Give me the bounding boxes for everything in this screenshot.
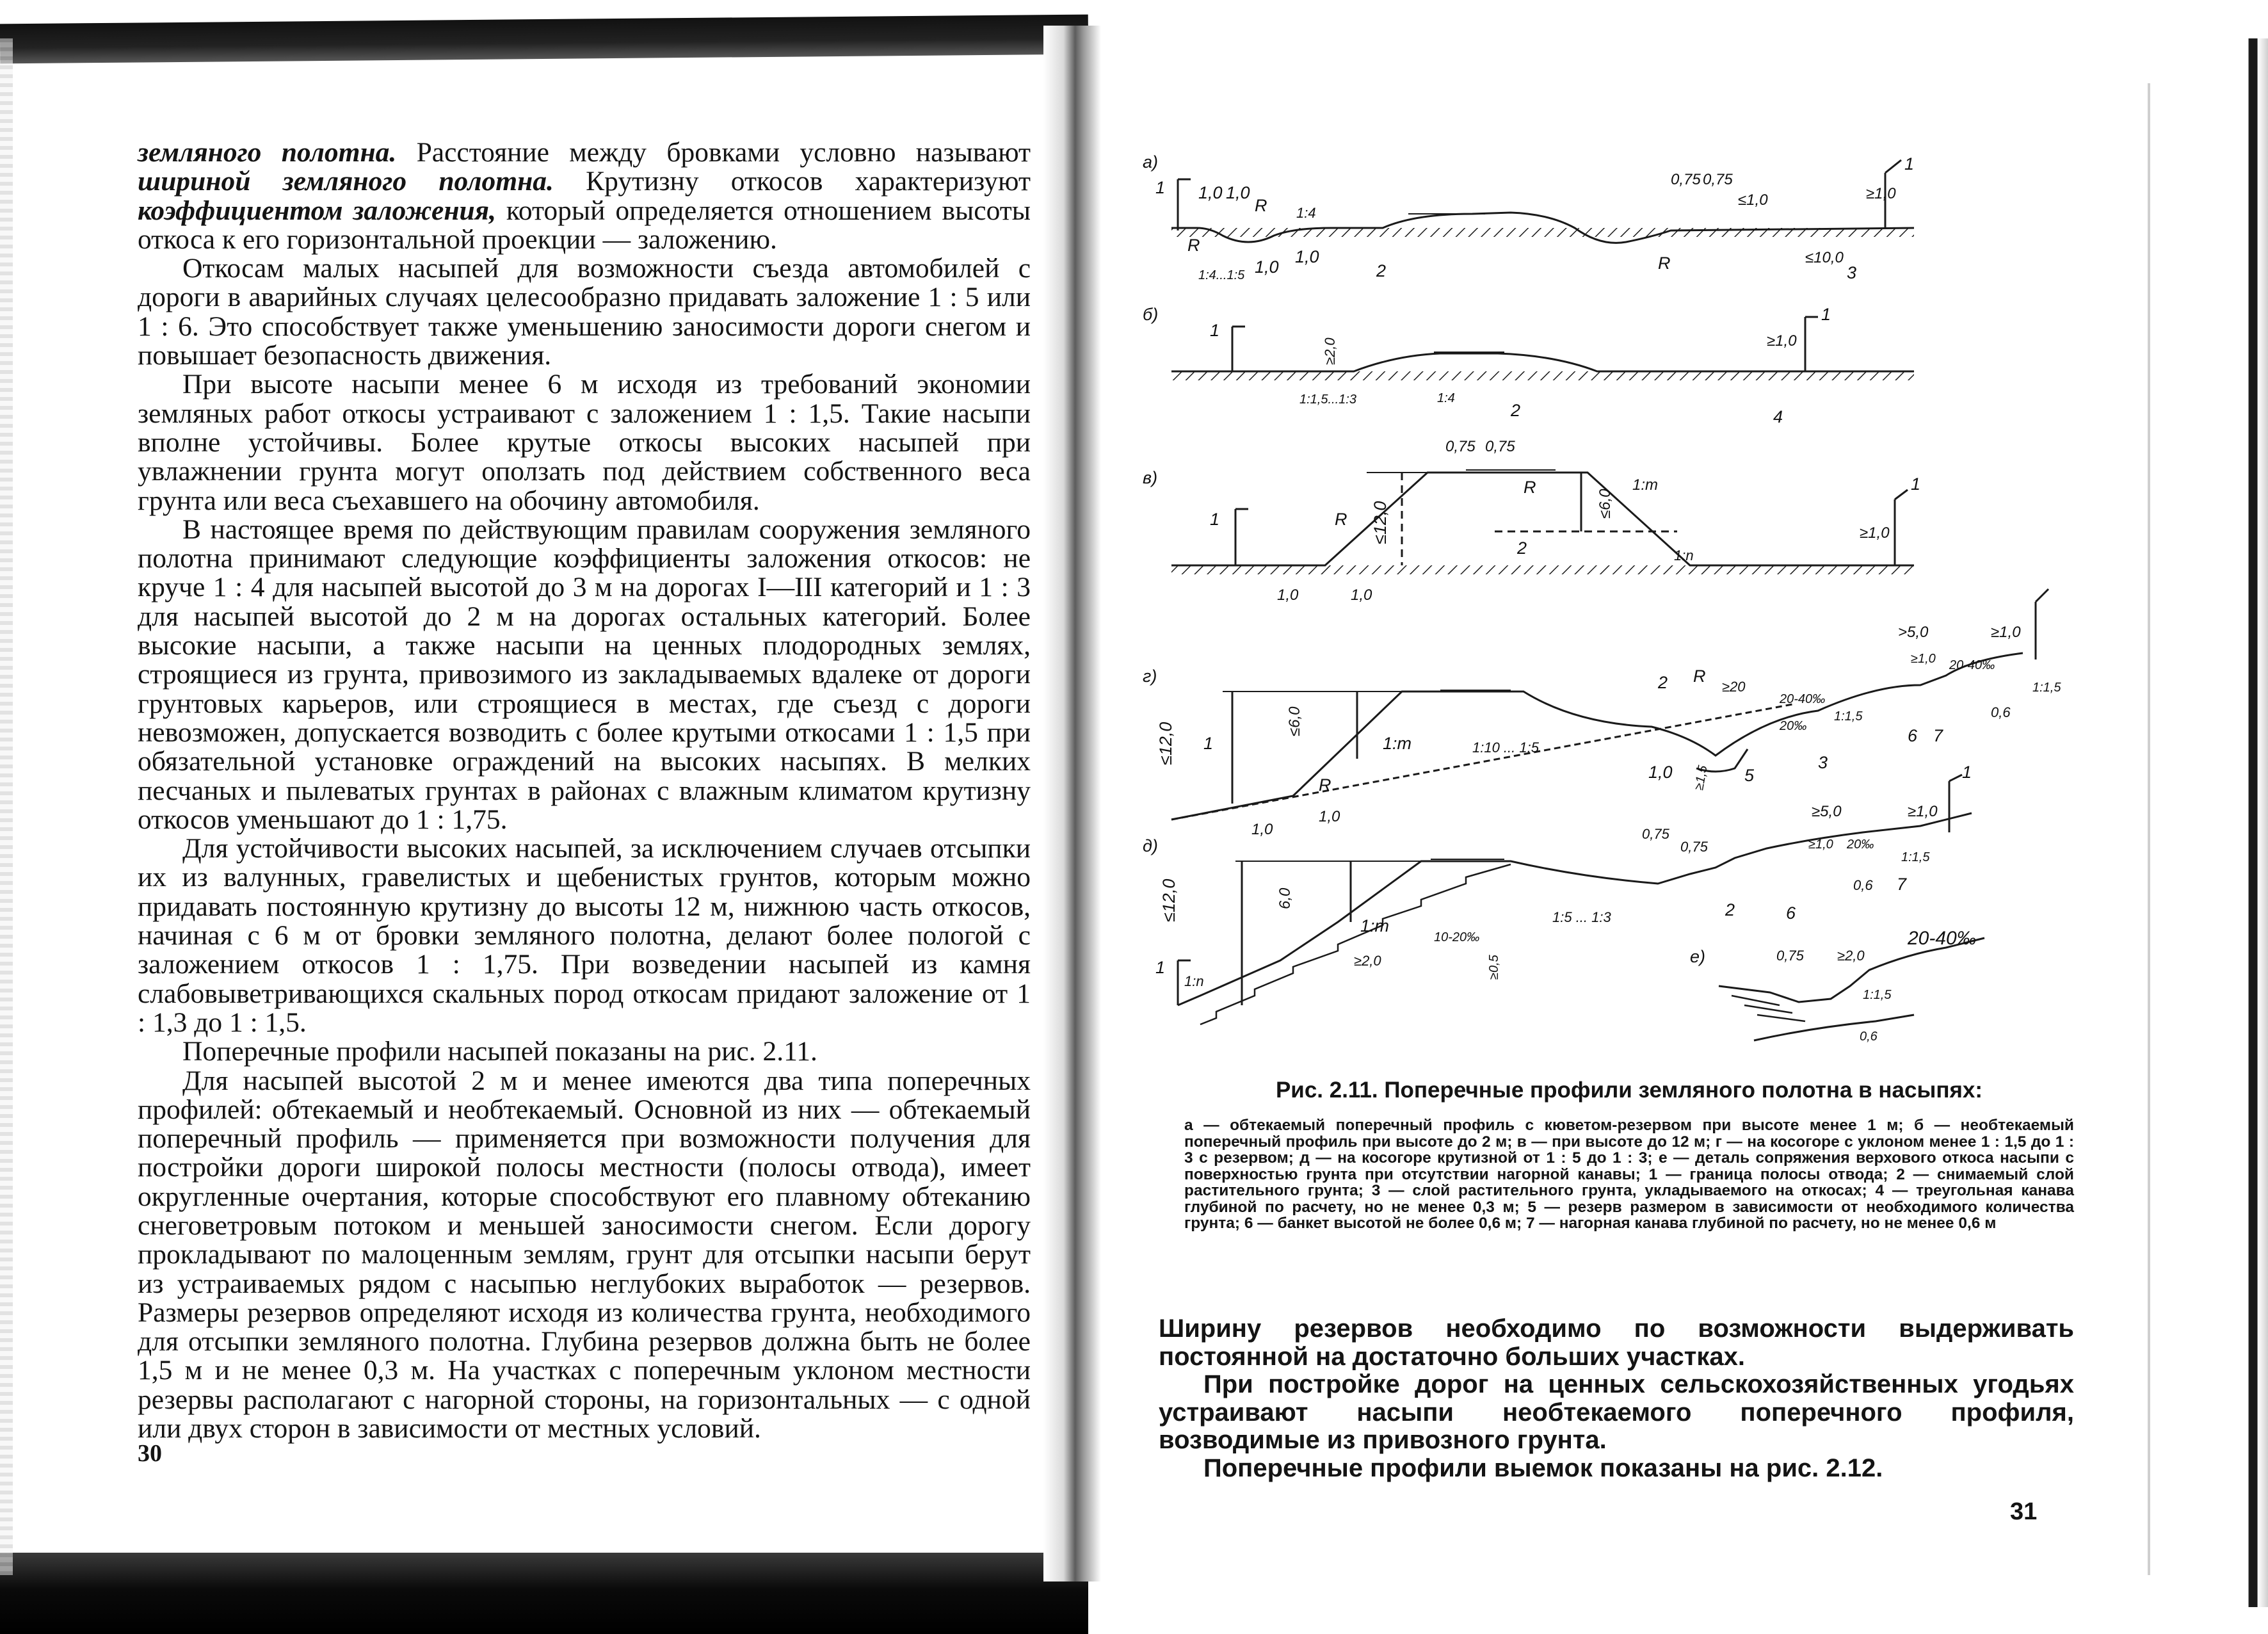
svg-text:≤12,0: ≤12,0 <box>1159 878 1178 922</box>
svg-text:6: 6 <box>1786 903 1796 923</box>
svg-text:R: R <box>1319 775 1331 795</box>
svg-text:1:1,5: 1:1,5 <box>1834 709 1863 724</box>
svg-text:1,0: 1,0 <box>1226 183 1250 202</box>
right-page-text <box>1159 1315 2074 1482</box>
svg-text:2: 2 <box>1376 261 1387 280</box>
scan-edge-left <box>0 38 13 1575</box>
svg-text:20-40‰: 20-40‰ <box>1780 692 1826 706</box>
paragraph: При постройке дорог на ценных сельскохозяйственных угодьях устраивают насыпи необтекаемого поперечного профиля, возводимые из привозного грунта. <box>1159 1370 2074 1454</box>
panel-a <box>1143 152 1914 282</box>
svg-text:R: R <box>1524 478 1536 497</box>
svg-text:≥0,5: ≥0,5 <box>1487 955 1501 980</box>
panel-v <box>1143 438 1920 604</box>
svg-text:1,0: 1,0 <box>1255 257 1279 277</box>
panel-letter: г) <box>1143 667 1157 686</box>
svg-text:3: 3 <box>1847 263 1857 282</box>
svg-text:2: 2 <box>1517 538 1527 558</box>
svg-text:1: 1 <box>1821 305 1831 324</box>
svg-text:0,75: 0,75 <box>1445 438 1476 455</box>
svg-text:0,75: 0,75 <box>1642 826 1669 842</box>
svg-text:1: 1 <box>1155 958 1166 977</box>
svg-text:≥2,0: ≥2,0 <box>1354 953 1381 969</box>
panel-letter: в) <box>1143 468 1158 487</box>
svg-text:≥1,0: ≥1,0 <box>1808 837 1833 852</box>
svg-text:7: 7 <box>1897 875 1907 894</box>
panel-letter: е) <box>1690 947 1706 966</box>
svg-text:0,6: 0,6 <box>1991 704 2011 720</box>
svg-text:R: R <box>1335 510 1347 529</box>
svg-text:R: R <box>1693 667 1706 686</box>
svg-text:≤10,0: ≤10,0 <box>1805 249 1844 266</box>
paragraph: Для насыпей высотой 2 м и менее имеются два типа поперечных профилей: обтекаемый и необтекаемый. Основной из них — обтекаемый поперечный профиль — применяется при возможности получения для постройки дороги широкой полосы местности (полосы отвода), имеет округленные очертания, которые способствуют его плавному обтеканию снеговетровым потоком и меньшей заносимости снегом. Если дорогу прокладывают по малоценным землям, грунт для отсыпки насыпи берут из устраиваемых рядом с насыпью неглубоких выработок — резервов. Размеры резервов определяют исходя из количества грунта, необходимого для отсыпки земляного полотна. Глубина резервов должна быть не более 1,5 м и не менее 0,3 м. На участках с поперечным уклоном местности резервы располагают с нагорной стороны, на горизонтальных — с одной или двух сторон в зависимости от местных условий. <box>138 1065 1031 1444</box>
term: шириной земляного полотна. <box>138 166 554 197</box>
svg-text:1,0: 1,0 <box>1277 586 1299 604</box>
svg-text:R: R <box>1658 254 1671 273</box>
term: коэффициентом заложения, <box>138 195 496 226</box>
svg-text:1:10 ... 1:5: 1:10 ... 1:5 <box>1472 740 1539 756</box>
svg-text:≥2,0: ≥2,0 <box>1322 337 1338 365</box>
paragraph: Откосам малых насыпей для возможности съезда автомобилей с дороги в аварийных случаях целесообразно придавать заложение 1 : 5 или 1 : 6. Это способствует также уменьшению заносимости дороги снегом и повышает безопасность движения. <box>138 253 1031 371</box>
paragraph: Поперечные профили выемок показаны на рис. 2.12. <box>1203 1453 1883 1482</box>
svg-text:1,0: 1,0 <box>1319 808 1340 825</box>
svg-text:1: 1 <box>1155 178 1166 197</box>
svg-text:1: 1 <box>1203 734 1214 753</box>
svg-text:≥1,0: ≥1,0 <box>1860 524 1890 542</box>
svg-text:1: 1 <box>1904 154 1915 174</box>
svg-text:1:n: 1:n <box>1184 973 1204 989</box>
caption-legend: а — обтекаемый поперечный профиль с кюветом-резервом при высоте менее 1 м; б — необтекаемый поперечный профиль при высоте до 2 м; в — при высоте до 12 м; г — на косогоре с уклоном менее 1 : 1,5 до 1 : 3 с резервом; д — на косогоре крутизной от 1 : 5 до 1 : 3; е — деталь сопряжения верхового откоса насыпи с поверхностью грунта при отсутствии нагорной канавы; 1 — граница полосы отвода; 2 — снимаемый слой растительного грунта; 3 — слой растительного грунта, укладываемого на откосах; 4 — треугольная канава глубиной по расчету, но не менее 0,3 м; 5 — резерв размером в зависимости от необходимого количества грунта; 6 — банкет высотой не более 0,6 м; 7 — нагорная канава глубиной по расчету, но не менее 0,6 м <box>1184 1117 2074 1232</box>
svg-text:2: 2 <box>1658 673 1668 692</box>
svg-text:1:1,5...1:3: 1:1,5...1:3 <box>1299 392 1356 407</box>
svg-text:R: R <box>1255 196 1267 215</box>
svg-text:≥1,0: ≥1,0 <box>1866 185 1896 202</box>
scan-edge-top <box>0 15 1088 64</box>
svg-text:3: 3 <box>1818 753 1828 772</box>
svg-text:1: 1 <box>1210 510 1220 529</box>
svg-text:1: 1 <box>1911 474 1921 494</box>
svg-text:≤6,0: ≤6,0 <box>1596 489 1614 519</box>
svg-text:1:4: 1:4 <box>1296 205 1316 221</box>
svg-text:≥1,0: ≥1,0 <box>1767 332 1797 350</box>
svg-text:10-20‰: 10-20‰ <box>1434 930 1480 944</box>
scan-edge-right <box>2218 38 2268 1607</box>
svg-text:≥1,0: ≥1,0 <box>1908 803 1938 820</box>
cross-section-diagrams <box>1139 134 2074 1056</box>
svg-text:1: 1 <box>1962 763 1972 782</box>
svg-text:4: 4 <box>1773 407 1783 426</box>
svg-text:5: 5 <box>1744 766 1755 785</box>
svg-text:6: 6 <box>1908 726 1918 745</box>
svg-text:1:1,5: 1:1,5 <box>1901 850 1930 864</box>
paragraph: Ширину резервов необходимо по возможности выдерживать постоянной на достаточно больших участках. <box>1159 1314 2074 1371</box>
panel-e <box>1690 928 1984 1044</box>
scan-edge-line <box>2148 83 2150 1575</box>
panel-letter: д) <box>1143 836 1158 855</box>
svg-text:1,0: 1,0 <box>1251 821 1273 838</box>
svg-text:≥20: ≥20 <box>1722 679 1746 695</box>
svg-text:20‰: 20‰ <box>1780 719 1807 733</box>
svg-text:1: 1 <box>1210 321 1220 340</box>
paragraph: В настоящее время по действующим правилам сооружения земляного полотна принимают следующие коэффициенты заложения откосов: не круче 1 : 4 для насыпей высотой до 3 м на дорогах I—III категорий и 1 : 3 для насыпей высотой до 2 м на дорогах остальных категорий. Более высокие насыпи, а также насыпи на ценных плодородных землях, строящиеся из грунта, привозимого из закладываемых вдалеке от дороги грунтовых карьеров, или строящиеся в местах, где съезд с дороги невозможен, допускается возводить с более крутыми откосами 1 : 1,5 при обязательной установке ограждений на высоких насыпях. В мелких песчаных и пылеватых грунтах в районах с влажным климатом крутизну откосов уменьшают до 1 : 1,75. <box>138 514 1031 835</box>
svg-text:1:1,5: 1:1,5 <box>2032 681 2061 695</box>
svg-text:1,0: 1,0 <box>1198 183 1223 202</box>
svg-text:≤1,0: ≤1,0 <box>1738 191 1768 209</box>
svg-text:≥1,5: ≥1,5 <box>1692 764 1710 791</box>
svg-text:≥2,0: ≥2,0 <box>1837 948 1865 964</box>
svg-text:0,75: 0,75 <box>1703 171 1733 188</box>
svg-text:≤12,0: ≤12,0 <box>1371 501 1390 544</box>
svg-text:2: 2 <box>1511 401 1521 420</box>
paragraph: земляного полотна. Расстояние между бровками условно называют шириной земляного полотна. Крутизну откосов характеризуют коэффициентом заложения, который определяется отношением высоты откоса к его горизонтальной проекции — заложению. <box>138 137 1031 255</box>
svg-text:≤6,0: ≤6,0 <box>1286 706 1303 736</box>
svg-text:≤12,0: ≤12,0 <box>1156 722 1175 765</box>
caption-title: Рис. 2.11. Поперечные профили земляного полотна в насыпях: <box>1275 1078 1983 1103</box>
paragraph: При высоте насыпи менее 6 м исходя из требований экономии земляных работ откосы устраивают с заложением 1 : 1,5. Такие насыпи вполне устойчивы. Более крутые откосы высоких насыпей при увлажнении грунта могут оползать под действием собственного веса грунта или веса съехавшего на обочину автомобиля. <box>138 369 1031 516</box>
book-spine <box>1043 26 1101 1581</box>
figure-2-11 <box>1139 134 2074 1056</box>
page-number-right: 31 <box>2010 1498 2038 1525</box>
term: земляного полотна. <box>138 137 397 168</box>
svg-text:1:4...1:5: 1:4...1:5 <box>1198 268 1245 282</box>
svg-text:R: R <box>1187 236 1200 255</box>
left-page-text <box>138 138 1031 1443</box>
svg-text:1:5 ... 1:3: 1:5 ... 1:3 <box>1552 909 1611 925</box>
svg-text:1:m: 1:m <box>1383 734 1412 753</box>
paragraph: Для устойчивости высоких насыпей, за исключением случаев отсыпки их из валунных, гравелистых и щебенистых грунтов, которым можно придавать постоянную крутизну до высоты 12 м, нижнюю часть откосов, начиная с 6 м от бровки земляного полотна, делают более пологой с заложением откосов 1 : 1,75. При возведении насыпей из камня слабовыветривающихся скальных пород откосам придают заложение от 1 : 1,3 до 1 : 1,5. <box>138 833 1031 1038</box>
scan-edge-bottom <box>0 1553 1088 1634</box>
svg-text:7: 7 <box>1933 726 1943 745</box>
svg-text:1,0: 1,0 <box>1295 247 1319 266</box>
svg-text:≥1,0: ≥1,0 <box>1911 652 1936 666</box>
svg-text:1:1,5: 1:1,5 <box>1863 988 1892 1002</box>
svg-text:0,6: 0,6 <box>1860 1030 1878 1044</box>
svg-text:≥5,0: ≥5,0 <box>1812 803 1842 820</box>
svg-text:20‰: 20‰ <box>1847 837 1874 852</box>
svg-text:0,6: 0,6 <box>1853 877 1873 893</box>
panel-letter: б) <box>1143 305 1159 324</box>
svg-text:1:m: 1:m <box>1360 916 1390 935</box>
svg-text:1:m: 1:m <box>1632 476 1659 494</box>
svg-text:1:4: 1:4 <box>1437 391 1455 405</box>
svg-text:6,0: 6,0 <box>1276 887 1294 909</box>
svg-text:0,75: 0,75 <box>1671 171 1701 188</box>
svg-text:20-40‰: 20-40‰ <box>1908 928 1976 949</box>
svg-text:20-40‰: 20-40‰ <box>1949 658 1995 672</box>
svg-text:1,0: 1,0 <box>1648 763 1673 782</box>
svg-text:0,75: 0,75 <box>1776 948 1804 964</box>
svg-text:>5,0: >5,0 <box>1898 624 1929 641</box>
panel-letter: а) <box>1143 152 1159 172</box>
svg-text:≥1,0: ≥1,0 <box>1991 624 2021 641</box>
paragraph: Поперечные профили насыпей показаны на рис. 2.11. <box>182 1036 817 1067</box>
panel-b <box>1143 305 1914 426</box>
page-number-left: 30 <box>138 1440 162 1467</box>
svg-text:1:n: 1:n <box>1674 547 1694 563</box>
svg-text:0,75: 0,75 <box>1485 438 1515 455</box>
figure-caption <box>1184 1078 2074 1232</box>
svg-text:1,0: 1,0 <box>1351 586 1372 604</box>
svg-text:0,75: 0,75 <box>1680 839 1708 855</box>
panel-g <box>1143 589 2061 838</box>
svg-text:2: 2 <box>1725 900 1735 919</box>
